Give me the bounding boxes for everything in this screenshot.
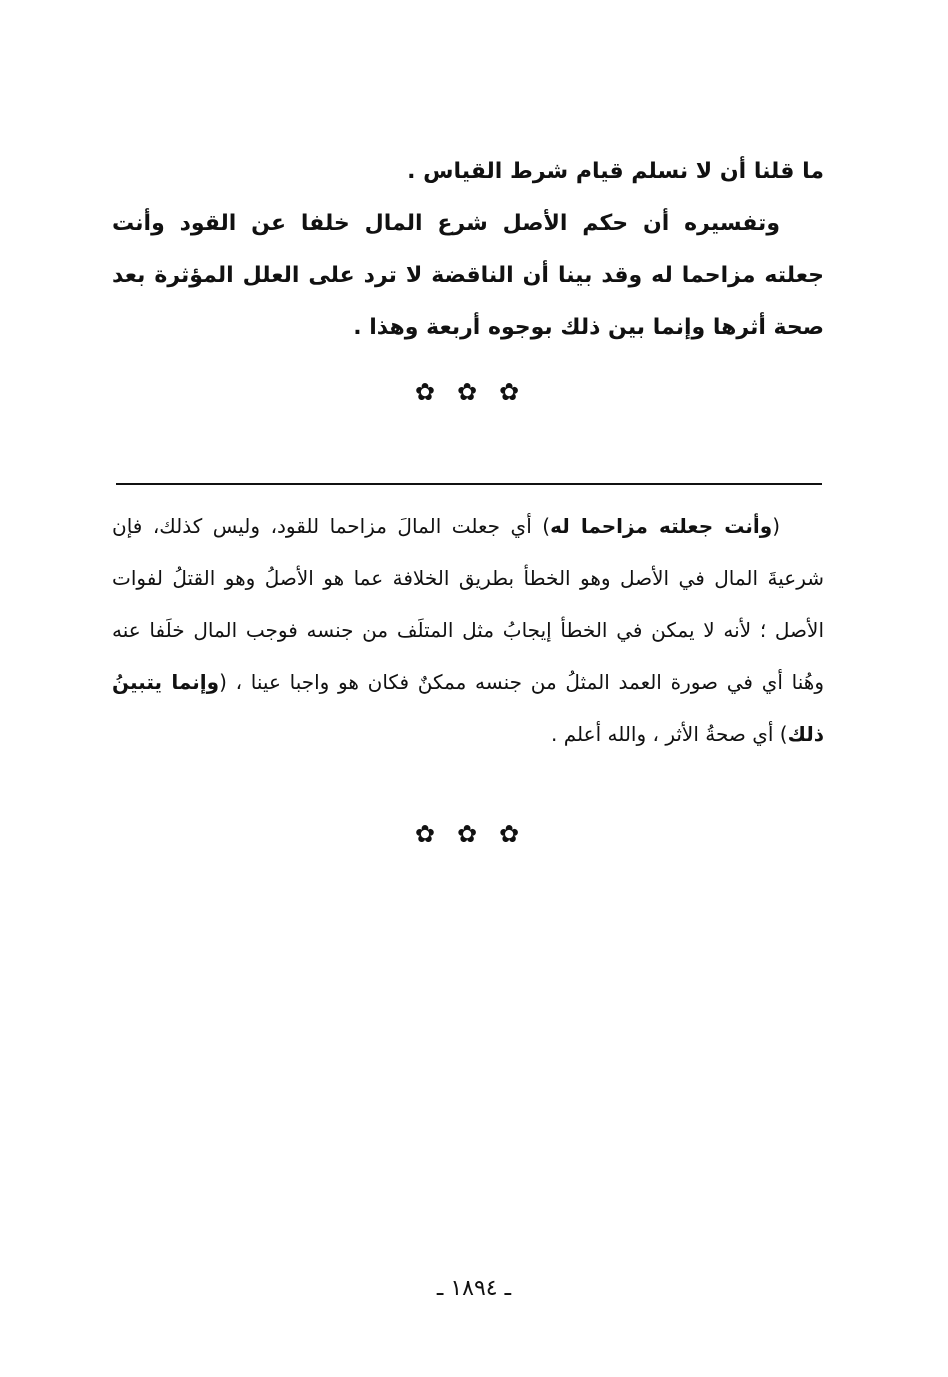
main-paragraph-1: ما قلنا أن لا نسلم قيام شرط القياس . [407,159,824,184]
flower-ornament-icon: ✿ [456,820,492,848]
flower-ornament-icon: ✿ [499,820,534,848]
footnote-quoted-phrase-2: وإنما يتبينُ ذلك [112,670,824,746]
page-number: ـ ١٨٩٤ ـ [436,1276,512,1301]
ornament-divider-bottom [0,820,948,848]
footnote-open-paren: ( [772,514,781,538]
ornament-divider-top [0,378,948,406]
flower-ornament-icon: ✿ [414,820,449,848]
footnote-separator-line [116,483,822,485]
footnote-paragraph [112,500,824,760]
flower-ornament-icon: ✿ [414,378,449,406]
footnote-quoted-phrase-1: وأنت جعلته مزاحما له [550,514,773,538]
main-paragraph-2: وتفسيره أن حكم الأصل شرع المال خلفا عن القود وأنت جعلته مزاحما له وقد بينا أن الناقضة لا ترد على العلل المؤثرة بعد صحة أثرها وإنما بين ذلك بوجوه أربعة وهذا . [112,211,824,340]
footnote-commentary-2: ) أي صحةُ الأثر ، والله أعلم . [551,722,788,746]
flower-ornament-icon: ✿ [499,378,534,406]
main-text [112,146,824,354]
footnote-text [112,500,824,760]
footnote-commentary-1: ) أي جعلت المالَ مزاحما للقود، وليس كذلك، فإن شرعيةَ المال في الأصل وهو الخطأ بطريق الخلافة عما هو الأصلُ وهو القتلُ لفوات الأصل ؛ لأنه لا يمكن في الخطأ إيجابُ مثل المتلَف من جنسه فوجب المال خلَفا عنه وهُنا أي في صورة العمد المثلُ من جنسه ممكنٌ فكان هو واجبا عينا ، ( [112,514,824,694]
flower-ornament-icon: ✿ [456,378,492,406]
